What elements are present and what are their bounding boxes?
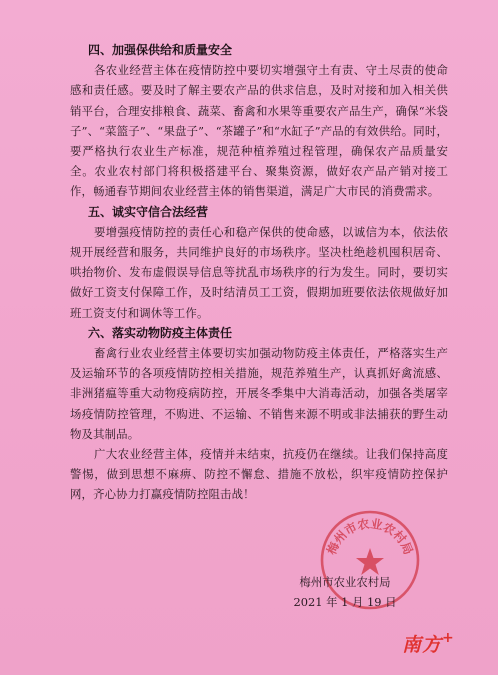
section-4 (70, 40, 448, 202)
seal-star-icon (356, 548, 384, 575)
section-heading: 五、诚实守信合法经营 (88, 204, 209, 219)
signature-org: 梅州市农业农村局 (299, 575, 391, 589)
closing-paragraph: 广大农业经营主体，疫情并未结束，抗疫仍在继续。让我们保持高度警惕，做到思想不麻痹、防控不懈怠、措施不放松，织牢疫情防控保护网，齐心协力打赢疫情防控阻击战！ (70, 447, 448, 502)
svg-text:梅州市农业农村局: 梅州市农业农村局 (324, 516, 416, 557)
section-paragraph: 畜禽行业农业经营主体要切实加强动物防疫主体责任，严格落实生产及运输环节的各项疫情防控相关措施，规范养殖生产，认真抓好禽流感、非洲猪瘟等重大动物疫病防控，开展冬季集中大消毒活动，加强各类屠宰场疫情防控管理，不购进、不运输、不销售来源不明或非法捕获的野生动物及其制品。 (70, 346, 448, 441)
southern-logo (402, 630, 482, 660)
section-paragraph: 各农业经营主体在疫情防控中要切实增强守土有责、守土尽责的使命感和责任感。要及时了解主要农产品的供求信息，及时对接和加入相关供销平台，合理安排粮食、蔬菜、畜禽和水果等重要农产品生产，确保“米袋子”、“菜篮子”、“果盘子”、“茶罐子”和“水缸子”产品的有效供给。同时，要严格执行农业生产标准，规范种植养殖过程管理，确保农产品质量安全。农业农村部门将积极搭建平台、聚集资源，做好农产品产销对接工作，畅通春节期间农业经营主体的销售渠道，满足广大市民的消费需求。 (70, 63, 448, 199)
logo-text: 南方 (402, 634, 443, 656)
section-5 (70, 202, 448, 323)
section-heading: 四、加强保供给和质量安全 (88, 43, 233, 57)
section-paragraph: 要增强疫情防控的责任心和稳产保供的使命感，以诚信为本，依法依规开展经营和服务，共同维护良好的市场秩序。坚决杜绝趁机囤积居奇、哄抬物价、发布虚假误导信息等扰乱市场秩序的行为发生。同时，要切实做好工资支付保障工作，及时结清员工工资，假期加班要依法依规做好加班工资支付和调休等工作。 (70, 224, 448, 320)
section-6 (70, 323, 448, 505)
document-body (70, 40, 448, 505)
section-heading: 六、落实动物防疫主体责任 (88, 325, 233, 340)
signature-block (270, 572, 420, 612)
logo-plus-icon: + (442, 630, 455, 646)
signature-date: 2021 年 1 月 19 日 (293, 595, 397, 609)
